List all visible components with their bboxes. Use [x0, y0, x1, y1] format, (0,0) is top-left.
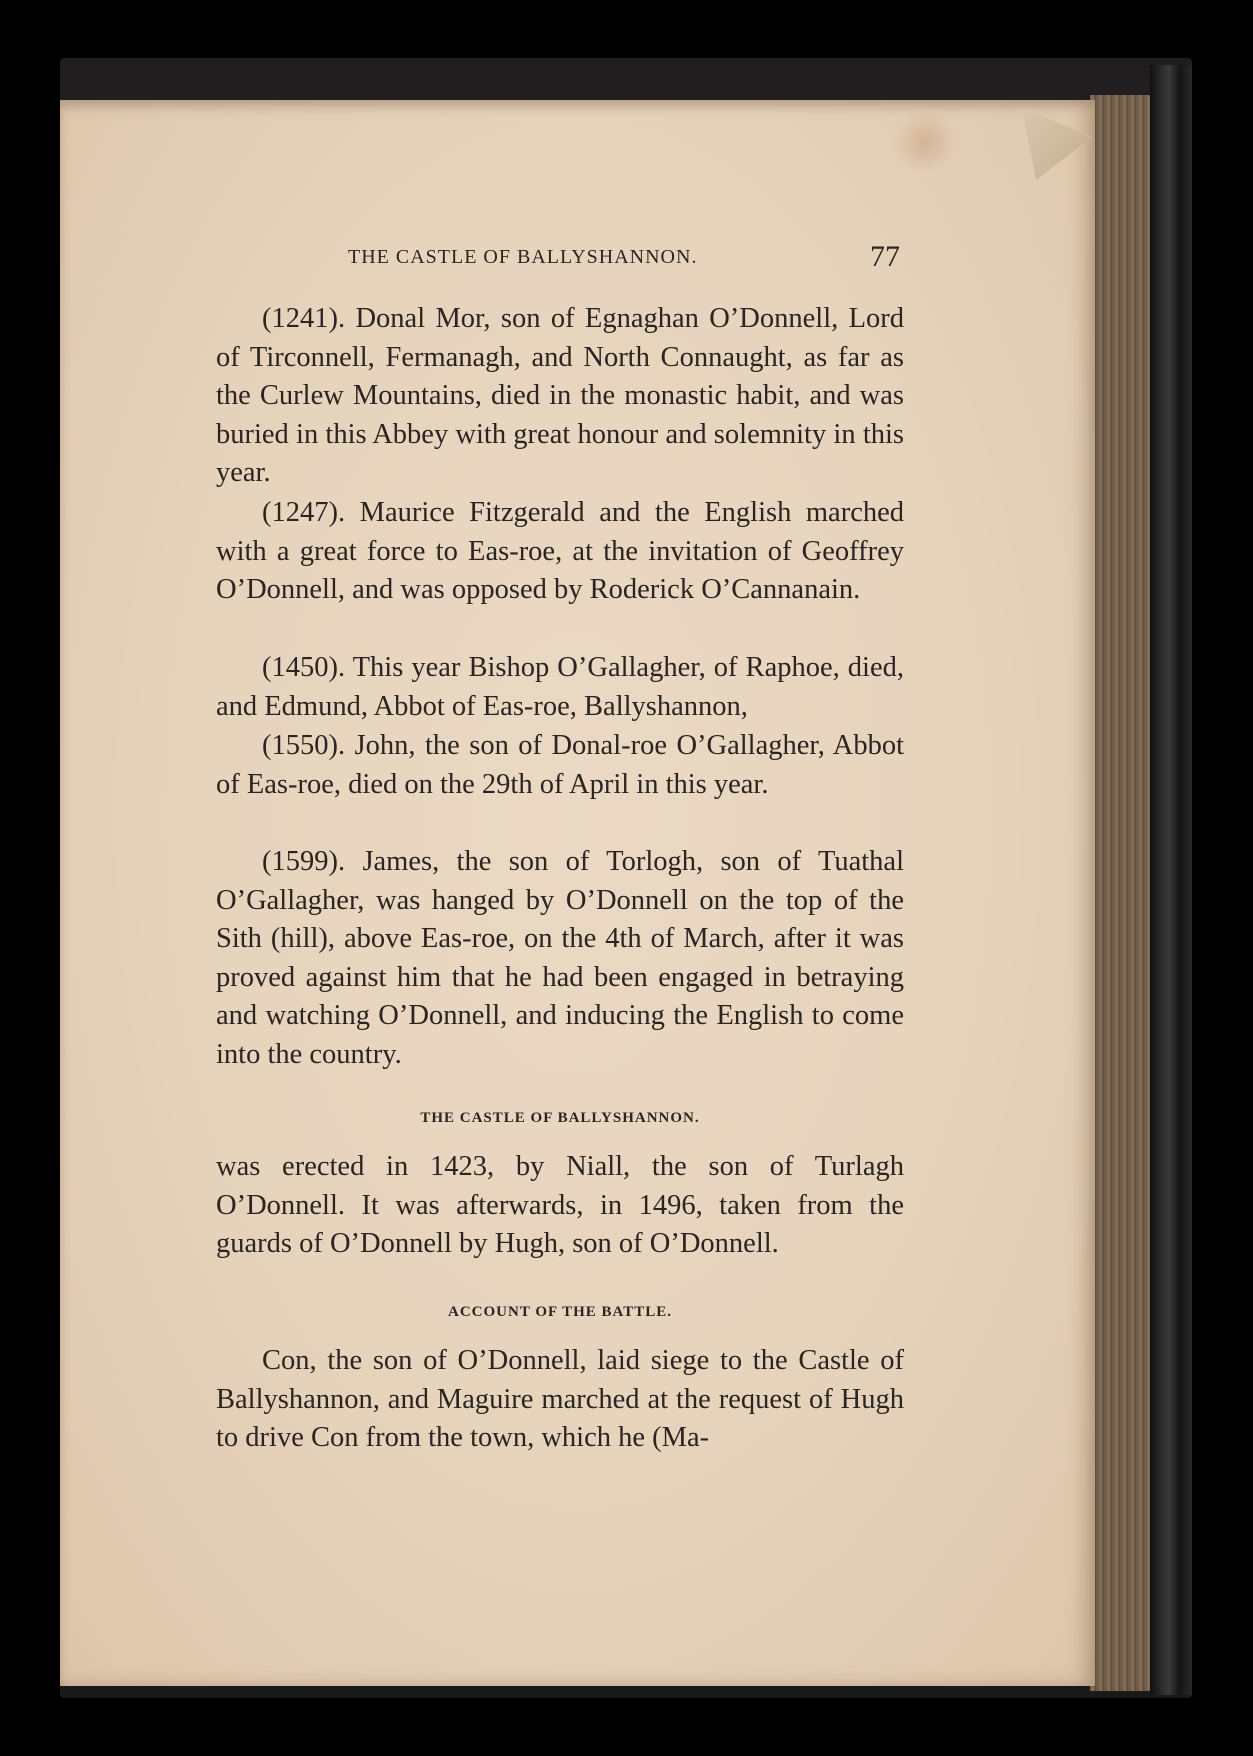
paragraph-castle: was erected in 1423, by Niall, the son of Turlagh O’Donnell. It was afterwards, in 1496, taken from the guards of O’Donnell by Hugh, son of O’Donnell.: [216, 1151, 904, 1260]
paragraph-1247: (1247). Maurice Fitzgerald and the English marched with a great force to Eas-roe, at the invitation of Geoffrey O’Donnell, and was opposed by Roderick O’Cannanain.: [216, 497, 904, 606]
paragraph-1241: (1241). Donal Mor, son of Egnaghan O’Donnell, Lord of Tirconnell, Fermanagh, and North Connaught, as far as the Curlew Mountains, died in the monastic habit, and was buried in this Abbey with great honour and solemnity in this year.: [216, 303, 904, 489]
paragraph-1599: (1599). James, the son of Torlogh, son of Tuathal O’Gallagher, was hanged by O’Donnell on the top of the Sith (hill), above Eas-roe, on the 4th of March, after it was proved against him that he had been engaged in betraying and watching O’Donnell, and inducing the English to come into the country.: [216, 846, 904, 1070]
section-heading-castle: THE CASTLE OF BALLYSHANNON.: [420, 1110, 700, 1126]
page-stain: [890, 112, 960, 172]
page-stack-edge: [1090, 95, 1152, 1691]
running-title: THE CASTLE OF BALLYSHANNON.: [348, 246, 698, 268]
paragraph-1550: (1550). John, the son of Donal-roe O’Gallagher, Abbot of Eas-roe, died on the 29th of April in this year.: [216, 730, 904, 800]
section-heading-battle: ACCOUNT OF THE BATTLE.: [448, 1304, 672, 1320]
paragraph-1450: (1450). This year Bishop O’Gallagher, of Raphoe, died, and Edmund, Abbot of Eas-roe, Ballyshannon,: [216, 652, 904, 722]
plastic-sleeve: [1150, 65, 1192, 1695]
page-number: 77: [870, 240, 900, 273]
paragraph-battle: Con, the son of O’Donnell, laid siege to the Castle of Ballyshannon, and Maguire marched at the request of Hugh to drive Con from the town, which he (Ma-: [216, 1345, 904, 1454]
running-head: [216, 240, 906, 280]
